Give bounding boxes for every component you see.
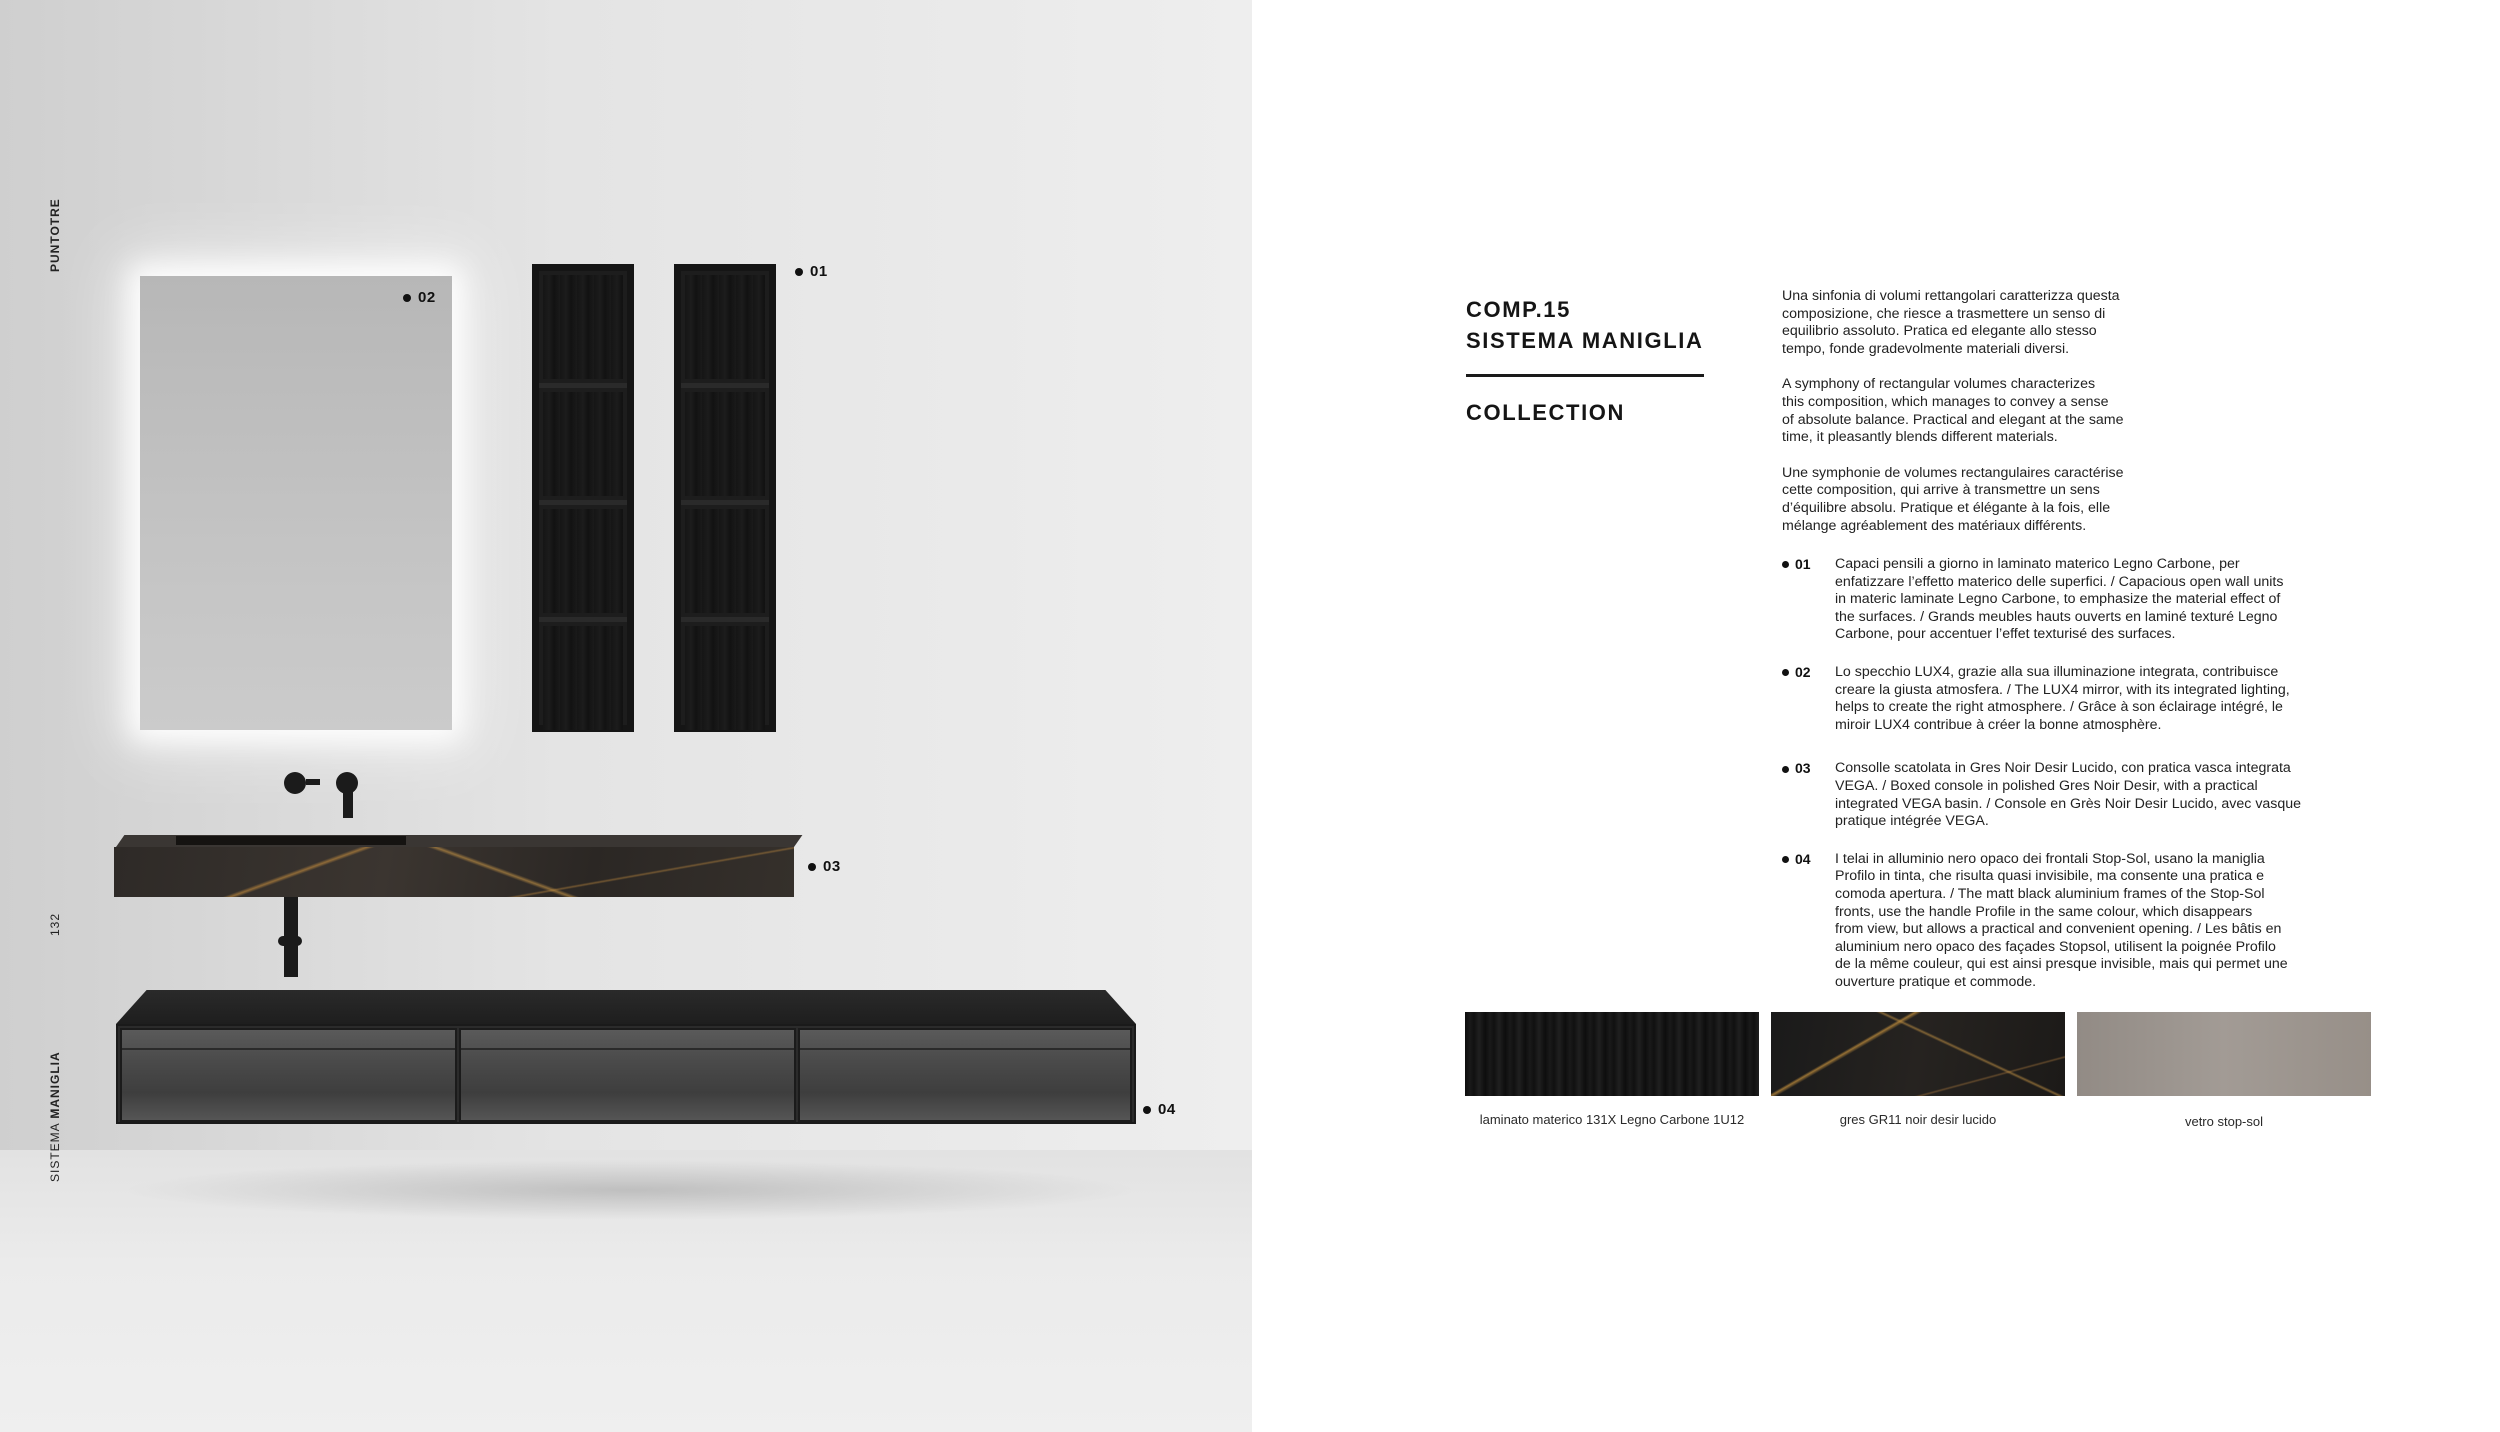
tap-lever: [306, 779, 320, 785]
drawer-front: [459, 1028, 796, 1122]
swatch-label: gres GR11 noir desir lucido: [1839, 1112, 1997, 1127]
gres-console: [114, 847, 794, 897]
lux4-mirror: [140, 276, 452, 730]
item-number-label: 02: [1795, 663, 1811, 680]
item-number: [1782, 851, 1811, 869]
item-description: Consolle scatolata in Gres Noir Desir Lucido, con pratica vasca integrata VEGA. / Boxed console in polished Gres Noir Desir, with a practical integrated VEGA basin. / Console en Grès Noir Desir Lucido, avec vasque pratique intégrée VEGA.: [1835, 760, 2302, 830]
open-wall-unit-right: [674, 264, 776, 732]
intro-text: [1782, 288, 2202, 553]
callout-03: [808, 858, 841, 875]
collection-title: COLLECTION: [1466, 400, 1625, 425]
bullet-dot-icon: [1143, 1106, 1151, 1114]
base-unit: [116, 1024, 1136, 1124]
side-system-name: MANIGLIA: [48, 1051, 62, 1119]
bullet-dot-icon: [403, 294, 411, 302]
drawer-front: [798, 1028, 1132, 1122]
item-number: [1782, 556, 1811, 574]
title-block: [1466, 294, 1706, 428]
callout-01: [795, 263, 828, 280]
item-number-label: 01: [1795, 556, 1811, 572]
swatch-label: vetro stop-sol: [2184, 1114, 2264, 1129]
wall-unit-cell: [685, 509, 765, 613]
profilo-handle: [122, 1048, 455, 1050]
floor-shadow: [120, 1160, 1140, 1220]
list-item: [1782, 851, 2382, 992]
item-number: [1782, 760, 1811, 778]
intro-english: A symphony of rectangular volumes characterizes this composition, which manages to convey a sense of absolute balance. Practical and elegant at the same time, it pleasantly blends different materials.: [1782, 376, 2124, 446]
swatch-vetro-stop-sol: [2077, 1012, 2371, 1096]
base-unit-top: [116, 990, 1136, 1024]
wall-unit-cell: [685, 275, 765, 379]
bullet-dot-icon: [1782, 766, 1789, 773]
open-wall-unit-left: [532, 264, 634, 732]
item-description: I telai in alluminio nero opaco dei frontali Stop-Sol, usano la maniglia Profilo in tinta, che risulta quasi invisibile, ma consente una pratica e comoda apertura. / The matt black aluminium frames of the Stop-Sol fronts, use the handle Profile in the same colour, which disappears from view, but allows a practical and convenient opening. / Les bâtis en aluminium nero opaco des façades Stopsol, utilisent la poignée Profilo de la même couleur, qui est ainsi presque invisible, mais qui permet une ouverture pratique et commode.: [1835, 850, 2288, 990]
tap-spout-pipe: [343, 790, 353, 818]
item-description: Capaci pensili a giorno in laminato materico Legno Carbone, per enfatizzare l’effetto materico delle superfici. / Capacious open wall units in materic laminate Legno Carbone, to emphasize the material effect of the surfaces. / Grands meubles hauts ouverts en laminé texturé Legno Carbone, pour accentuer l’effet texturisé des surfaces.: [1835, 556, 2284, 643]
item-description: Lo specchio LUX4, grazie alla sua illuminazione integrata, contribuisce creare la giusta atmosfera. / The LUX4 mirror, with its integrated lighting, helps to create the right atmosphere. / Grâce à son éclairage intégré, le miroir LUX4 contribue à créer la bonne atmosphère.: [1835, 663, 2290, 733]
item-number: [1782, 664, 1811, 682]
wall-unit-cell: [543, 275, 623, 379]
item-number-label: 03: [1795, 760, 1811, 777]
item-list: [1782, 556, 2382, 1011]
swatch-legno-carbone: [1465, 1012, 1759, 1096]
wall-unit-shelf: [681, 383, 769, 388]
material-swatches: [1465, 1012, 2371, 1132]
wall-unit-shelf: [539, 383, 627, 388]
intro-french: Une symphonie de volumes rectangulaires caractérise cette composition, qui arrive à transmettre un sens d’équilibre absolu. Pratique et élégante à la fois, elle mélange agréablement des matériaux différents.: [1782, 464, 2124, 534]
profilo-handle: [461, 1048, 794, 1050]
bullet-dot-icon: [795, 268, 803, 276]
callout-number: 03: [823, 858, 841, 875]
vega-basin: [176, 836, 406, 845]
drain-trap: [278, 936, 302, 946]
tap-knob: [284, 772, 306, 794]
callout-number: 02: [418, 289, 436, 306]
wall-unit-cell: [543, 392, 623, 496]
callout-02: [403, 289, 436, 306]
side-brand-label: PUNTOTRE: [48, 198, 62, 272]
wall-unit-cell: [543, 509, 623, 613]
list-item: [1782, 556, 2382, 644]
system-title: SISTEMA MANIGLIA: [1466, 328, 1704, 353]
callout-number: 01: [810, 263, 828, 280]
wall-unit-cell: [685, 626, 765, 730]
callout-number: 04: [1158, 1101, 1176, 1118]
wall-unit-shelf: [681, 500, 769, 505]
profilo-handle: [800, 1048, 1130, 1050]
swatch-label: laminato materico 131X Legno Carbone 1U12: [1479, 1112, 1745, 1127]
item-number-label: 04: [1795, 850, 1811, 867]
bullet-dot-icon: [808, 863, 816, 871]
bullet-dot-icon: [1782, 669, 1789, 676]
title-divider: [1466, 374, 1704, 377]
wall-unit-cell: [543, 626, 623, 730]
wall-unit-cell: [685, 392, 765, 496]
callout-04: [1143, 1101, 1176, 1118]
wall-unit-shelf: [539, 500, 627, 505]
composition-title: COMP.15: [1466, 297, 1571, 322]
drawer-front: [120, 1028, 457, 1122]
wall-unit-shelf: [681, 617, 769, 622]
bullet-dot-icon: [1782, 561, 1789, 568]
page-number: 132: [48, 912, 62, 936]
wall-unit-shelf: [539, 617, 627, 622]
side-system-label: [48, 1051, 62, 1182]
list-item: [1782, 664, 2382, 734]
swatch-gres-noir-desir: [1771, 1012, 2065, 1096]
intro-italian: Una sinfonia di volumi rettangolari caratterizza questa composizione, che riesce a trasmettere un senso di equilibrio assoluto. Pratica ed elegante allo stesso tempo, fonde gradevolmente materiali diversi.: [1782, 288, 2120, 357]
list-item: [1782, 760, 2382, 830]
bullet-dot-icon: [1782, 856, 1789, 863]
side-system-prefix: SISTEMA: [48, 1122, 62, 1182]
